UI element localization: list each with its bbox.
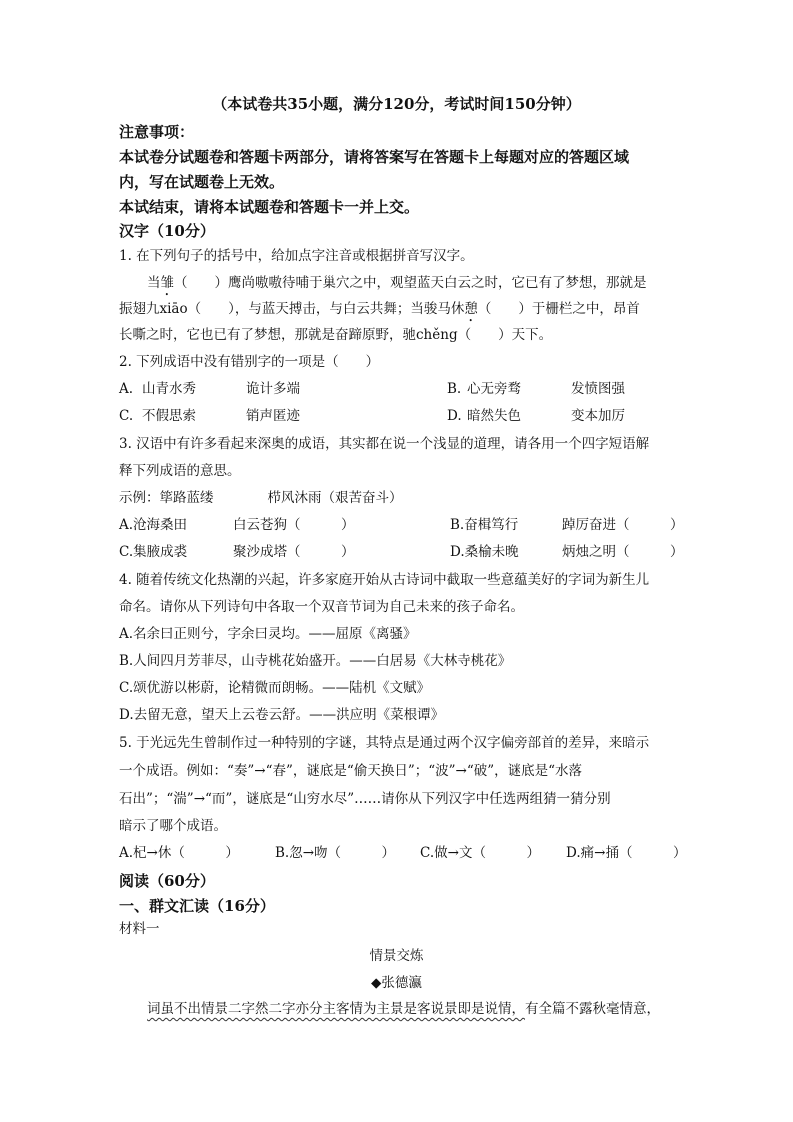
article-text: 有全篇不露秋毫情意， xyxy=(525,1001,660,1017)
q3-stem-b: 释下列成语的意思。 xyxy=(119,463,241,479)
article-title: 情景交炼 xyxy=(369,948,424,964)
underlined-sentence: 词虽不出情景二字然二字亦分主客情为主景是客说景即是说情， xyxy=(147,1001,525,1017)
q2-option-word: 变本加厉 xyxy=(571,408,625,424)
notice-line-1b: 内，写在试题卷上无效。 xyxy=(119,173,285,191)
q2-option-label: A. xyxy=(119,381,134,397)
dotted-character: 雏 xyxy=(160,275,174,291)
section-title-hanzi: 汉字（10分） xyxy=(119,222,215,240)
q5-line-1: 5. 于光远先生曾制作过一种特别的字谜，其特点是通过两个汉字偏旁部首的差异，来暗示 xyxy=(119,735,650,751)
q4-stem-a: 4. 随着传统文化热潮的兴起，许多家庭开始从古诗词中截取一些意蕴美好的字词为新生儿 xyxy=(119,572,650,588)
q1-passage-line-2 xyxy=(119,299,640,325)
q3-item-label: D.桑榆未晚 xyxy=(450,544,519,560)
q3-item-word: 白云苍狗（ ） xyxy=(233,517,355,533)
q2-option-label: C. xyxy=(119,408,134,424)
q2-option-word: 心无旁骛 xyxy=(467,381,521,397)
q5-option: A.杞→休（ ） xyxy=(119,845,239,861)
q1-text: 当 xyxy=(147,275,161,291)
q5-line-4: 暗示了哪个成语。 xyxy=(119,818,227,834)
q2-option-word: 暗然失色 xyxy=(467,408,521,424)
q4-option: B.人间四月芳菲尽，山寺桃花始盛开。——白居易《大林寺桃花》 xyxy=(119,653,512,669)
q2-option-word: 销声匿迹 xyxy=(246,408,300,424)
q2-stem: 2. 下列成语中没有错别字的一项是（ ） xyxy=(119,354,380,370)
dotted-character: 憩 xyxy=(464,301,478,317)
q5-line-3: 石出”；“湍”→“而”，谜底是“山穷水尽”……请你从下列汉字中任选两组猜一猜分别 xyxy=(119,791,611,807)
q2-option-word: 不假思索 xyxy=(142,408,196,424)
q5-line-2: 一个成语。例如：“奏”→“春”，谜底是“偷天换日”；“波”→“破”，谜底是“水落 xyxy=(119,763,583,779)
q5-option: D.痛→捅（ ） xyxy=(566,845,687,861)
notice-title: 注意事项： xyxy=(119,123,195,141)
exam-subtitle: （本试卷共35小题，满分120分，考试时间150分钟） xyxy=(212,95,581,113)
q1-text: 振翅九xiāo（ ），与蓝天搏击，与白云共舞；当骏马休 xyxy=(119,301,465,317)
sub-section-title: 一、群文汇读（16分） xyxy=(119,897,275,915)
q1-passage-line-3: 长嘶之时，它也已有了梦想，那就是奋蹄原野，驰chěng（ ）天下。 xyxy=(119,327,553,343)
q5-option: C.做→文（ ） xyxy=(420,845,540,861)
q3-item-word: 聚沙成塔（ ） xyxy=(233,544,355,560)
q2-option-label: B. xyxy=(447,381,462,397)
q3-item-label: B.奋楫笃行 xyxy=(450,517,519,533)
material-label: 材料一 xyxy=(119,921,160,937)
q3-item-label: A.沧海桑田 xyxy=(119,517,188,533)
q5-option: B.忽→吻（ ） xyxy=(275,845,396,861)
notice-line-1a: 本试卷分试题卷和答题卡两部分，请将答案写在答题卡上每题对应的答题区域 xyxy=(119,148,630,166)
article-body-line-1 xyxy=(147,999,660,1019)
q2-option-word: 山青水秀 xyxy=(142,381,196,397)
notice-line-2: 本试结束，请将本试题卷和答题卡一并上交。 xyxy=(119,198,420,216)
q2-option-label: D. xyxy=(447,408,462,424)
q3-stem-a: 3. 汉语中有许多看起来深奥的成语，其实都在说一个浅显的道理，请各用一个四字短语解 xyxy=(119,436,650,452)
section-title-reading: 阅读（60分） xyxy=(119,872,215,890)
q3-item-word: 踔厉奋进（ ） xyxy=(562,517,684,533)
q3-example: 示例：筚路蓝缕 栉风沐雨（艰苦奋斗） xyxy=(119,490,403,506)
q4-option: A.名余曰正则兮，字余曰灵均。——屈原《离骚》 xyxy=(119,626,417,642)
q1-text: （ ）于栅栏之中，昂首 xyxy=(477,301,640,317)
q1-text: （ ）鹰尚嗷嗷待哺于巢穴之中，观望蓝天白云之时，它已有了梦想，那就是 xyxy=(174,275,647,291)
q2-option-word: 发愤图强 xyxy=(571,381,625,397)
q1-stem: 1. 在下列句子的括号中，给加点字注音或根据拼音写汉字。 xyxy=(119,248,474,264)
q3-item-word: 炳烛之明（ ） xyxy=(562,544,684,560)
q3-item-label: C.集腋成裘 xyxy=(119,544,188,560)
q4-stem-b: 命名。请你从下列诗句中各取一个双音节词为自己未来的孩子命名。 xyxy=(119,599,524,615)
q2-option-word: 诡计多端 xyxy=(246,381,300,397)
article-author: ◆张德瀛 xyxy=(371,975,422,991)
q1-passage-line-1 xyxy=(147,273,647,299)
q4-option: D.去留无意，望天上云卷云舒。——洪应明《菜根谭》 xyxy=(119,707,445,723)
q4-option: C.颂优游以彬蔚，论精微而朗畅。——陆机《文赋》 xyxy=(119,680,431,696)
